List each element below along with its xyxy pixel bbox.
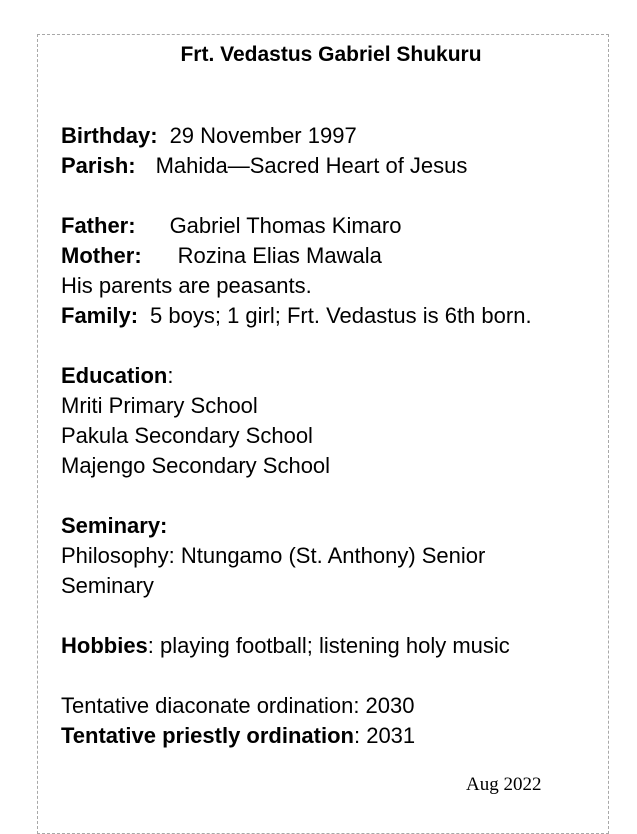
education-colon: :: [167, 363, 174, 388]
father-line: [61, 211, 621, 241]
school-item: Mriti Primary School: [61, 393, 258, 418]
seminary-heading: [61, 511, 621, 541]
education-label: Education: [61, 363, 168, 388]
seminary-line-2: Seminary: [61, 573, 154, 598]
parents-note: His parents are peasants.: [61, 273, 312, 298]
school-item: Majengo Secondary School: [61, 453, 331, 478]
mother-value: Rozina Elias Mawala: [177, 243, 382, 268]
father-label: Father:: [61, 213, 136, 238]
diaconate-line: Tentative diaconate ordination: 2030: [61, 693, 415, 718]
mother-label: Mother:: [61, 243, 142, 268]
parish-value: Mahida—Sacred Heart of Jesus: [155, 153, 468, 178]
document-date: Aug 2022: [466, 774, 542, 795]
parish-label: Parish:: [61, 153, 136, 178]
page-title: Frt. Vedastus Gabriel Shukuru: [180, 43, 482, 66]
school-item: Pakula Secondary School: [61, 423, 313, 448]
family-value: 5 boys; 1 girl; Frt. Vedastus is 6th born.: [150, 303, 532, 328]
profile-body: [61, 121, 621, 751]
mother-line: [61, 241, 621, 271]
seminary-label: Seminary:: [61, 513, 168, 538]
education-heading: [61, 361, 621, 391]
family-line: [61, 301, 621, 331]
birthday-value: 29 November 1997: [169, 123, 357, 148]
priestly-value: : 2031: [353, 723, 416, 748]
seminary-line-1: Philosophy: Ntungamo (St. Anthony) Senior: [61, 543, 486, 568]
birthday-label: Birthday:: [61, 123, 158, 148]
hobbies-value: : playing football; listening holy music: [147, 633, 510, 658]
family-label: Family:: [61, 303, 139, 328]
hobbies-label: Hobbies: [61, 633, 148, 658]
priestly-label: Tentative priestly ordination: [61, 723, 354, 748]
birthday-line: [61, 121, 621, 151]
parish-line: [61, 151, 621, 181]
hobbies-line: [61, 631, 621, 661]
priestly-line: [61, 721, 621, 751]
father-value: Gabriel Thomas Kimaro: [169, 213, 402, 238]
